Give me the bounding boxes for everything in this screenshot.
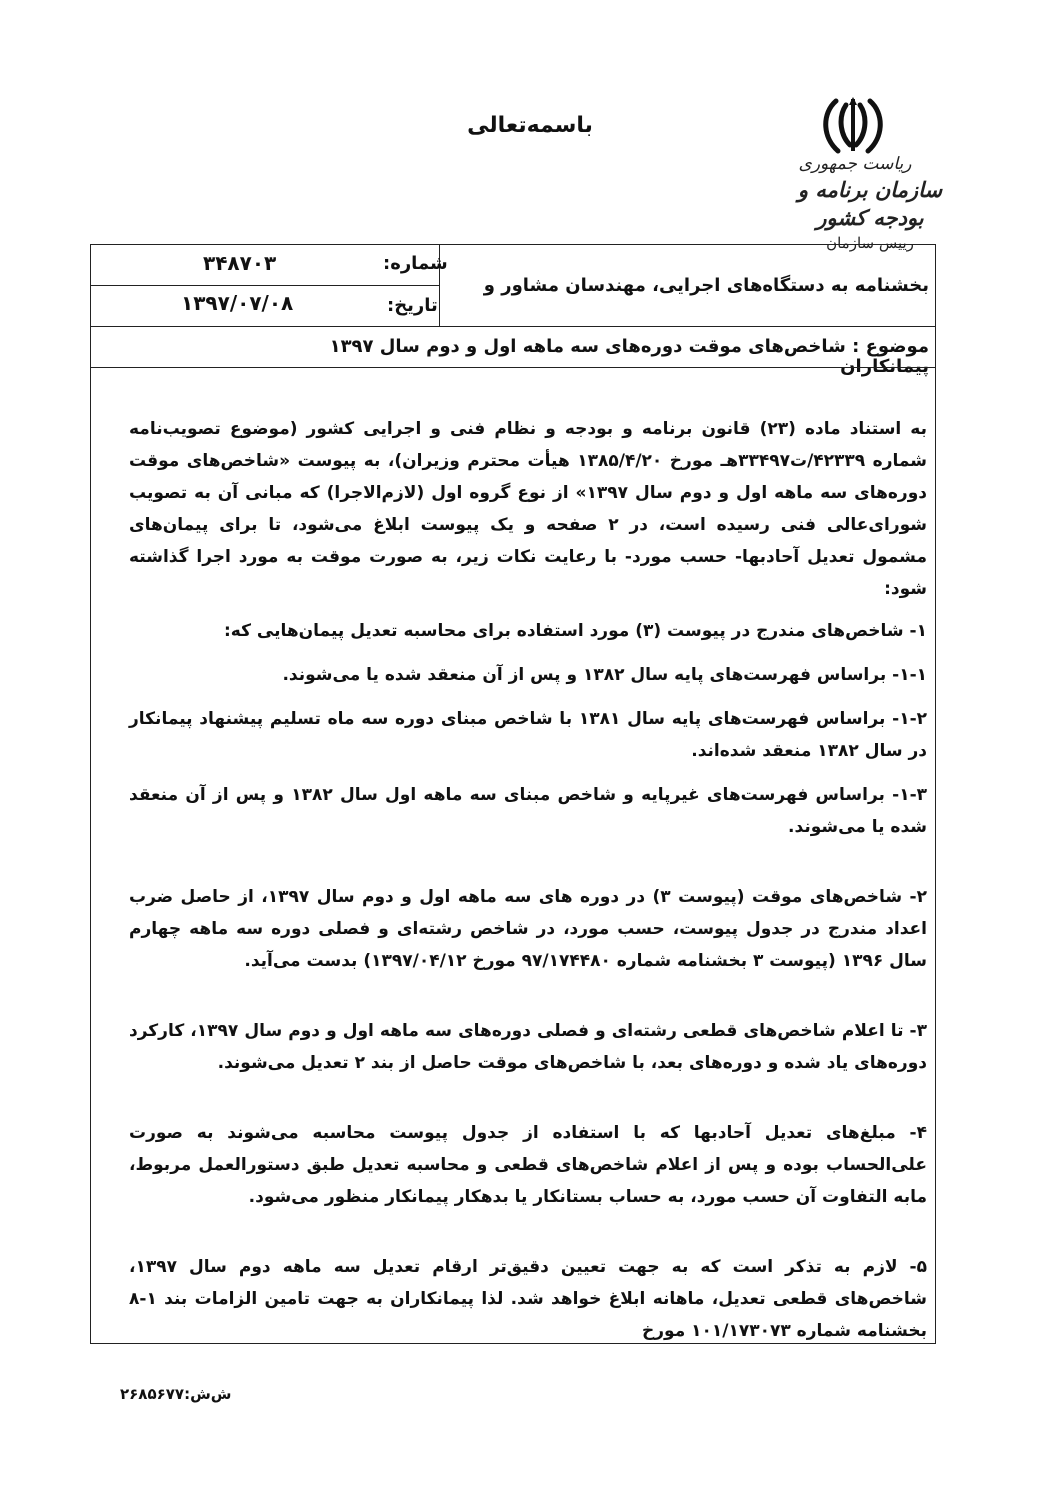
header-middle-divider xyxy=(91,285,439,286)
intro-paragraph: به استناد ماده (۲۳) قانون برنامه و بودجه و نظام فنی و اجرایی کشور (موضوع تصویب‌نامه شماره ۴۲۳۳۹/ت۳۳۴۹۷هـ مورخ ۱۳۸۵/۴/۲۰ هیأت محترم وزیران)، به پیوست «شاخص‌های موقت دوره‌های سه ماهه اول و دوم سال ۱۳۹۷» از نوع گروه اول (لازم‌الاجرا) که مبانی آن به تصویب شورای‌عالی فنی رسیده است، در ۲ صفحه و یک پیوست ابلاغ می‌شود، تا برای پیمان‌های مشمول تعدیل آحادبها- حسب مورد- با رعایت نکات زیر، به صورت موقت به مورد اجرا گذاشته شود: xyxy=(129,419,927,599)
clause-2: ۲- شاخص‌های موقت (پیوست ۳) در دوره های سه ماهه اول و دوم سال ۱۳۹۷، از حاصل ضرب اعداد مندرج در جدول پیوست، حسب مورد، در شاخص رشته‌ای و فصلی دوره سه ماهه چهارم سال ۱۳۹۶ (پیوست ۳ بخشنامه شماره ۹۷/۱۷۴۴۸۰ مورخ ۱۳۹۷/۰۴/۱۲) بدست می‌آید. xyxy=(129,887,927,971)
date-label: تاریخ: xyxy=(387,295,438,316)
number-label: شماره: xyxy=(383,253,448,274)
subject-line: موضوع : شاخص‌های موقت دوره‌های سه ماهه اول و دوم سال ۱۳۹۷ xyxy=(91,326,935,368)
org-presidency-line: ریاست جمهوری xyxy=(798,154,912,174)
recipient-line: بخشنامه به دستگاه‌های اجرایی، مهندسان مشاور و پیمانکاران xyxy=(483,275,929,377)
clause-1-1: ۱-۱- براساس فهرست‌های پایه سال ۱۳۸۲ و پس از آن منعقد شده یا می‌شوند. xyxy=(282,665,927,685)
clause-4: ۴- مبلغ‌های تعدیل آحادبها که با استفاده از جدول پیوست محاسبه می‌شوند به صورت علی‌الحساب بوده و پس از اعلام شاخص‌های قطعی و محاسبه تعدیل طبق دستورالعمل مربوط، مابه التفاوت آن حسب مورد، به حساب بستانکار یا بدهکار پیمانکار منظور می‌شود. xyxy=(129,1123,927,1207)
number-value: ۳۴۸۷۰۳ xyxy=(203,251,277,275)
clause-1-2: ۱-۲- براساس فهرست‌های پایه سال ۱۳۸۱ با شاخص مبنای دوره سه ماه تسلیم پیشنهاد پیمانکار در سال ۱۳۸۲ منعقد شده‌اند. xyxy=(129,709,928,761)
letter-frame xyxy=(90,244,936,1344)
clause-1-3: ۱-۳- براساس فهرست‌های غیرپایه و شاخص مبنای سه ماهه اول سال ۱۳۸۲ و پس از آن منعقد شده یا می‌شوند. xyxy=(129,785,927,837)
org-name-line: سازمان برنامه و بودجه کشور xyxy=(797,177,943,230)
date-value: ۱۳۹۷/۰۷/۰۸ xyxy=(181,291,294,315)
invocation-heading: باسمه‌تعالی xyxy=(467,113,593,138)
org-head-line: رییس سازمان xyxy=(826,234,914,252)
letter-body xyxy=(129,413,927,1347)
organization-block xyxy=(770,152,970,254)
clause-5: ۵- لازم به تذکر است که به جهت تعیین دقیق‌تر ارقام تعدیل سه ماهه دوم سال ۱۳۹۷، شاخص‌های قطعی تعدیل، ماهانه ابلاغ خواهد شد. لذا پیمانکاران به جهت تامین الزامات بند ۱-۸ بخشنامه شماره ۱۰۱/۱۷۳۰۷۳ مورخ xyxy=(129,1257,927,1341)
clause-1: ۱- شاخص‌های مندرج در پیوست (۳) مورد استفاده برای محاسبه تعدیل پیمان‌هایی که: xyxy=(224,621,927,641)
clause-3: ۳- تا اعلام شاخص‌های قطعی رشته‌ای و فصلی دوره‌های سه ماهه اول و دوم سال ۱۳۹۷، کارکرد دوره‌های یاد شده و دوره‌های بعد، با شاخص‌های موقت حاصل از بند ۲ تعدیل می‌شوند. xyxy=(129,1021,927,1073)
iran-emblem-icon xyxy=(818,95,888,157)
footer-reference: ش‌ش:۲۶۸۵۶۷۷ xyxy=(120,1385,232,1403)
